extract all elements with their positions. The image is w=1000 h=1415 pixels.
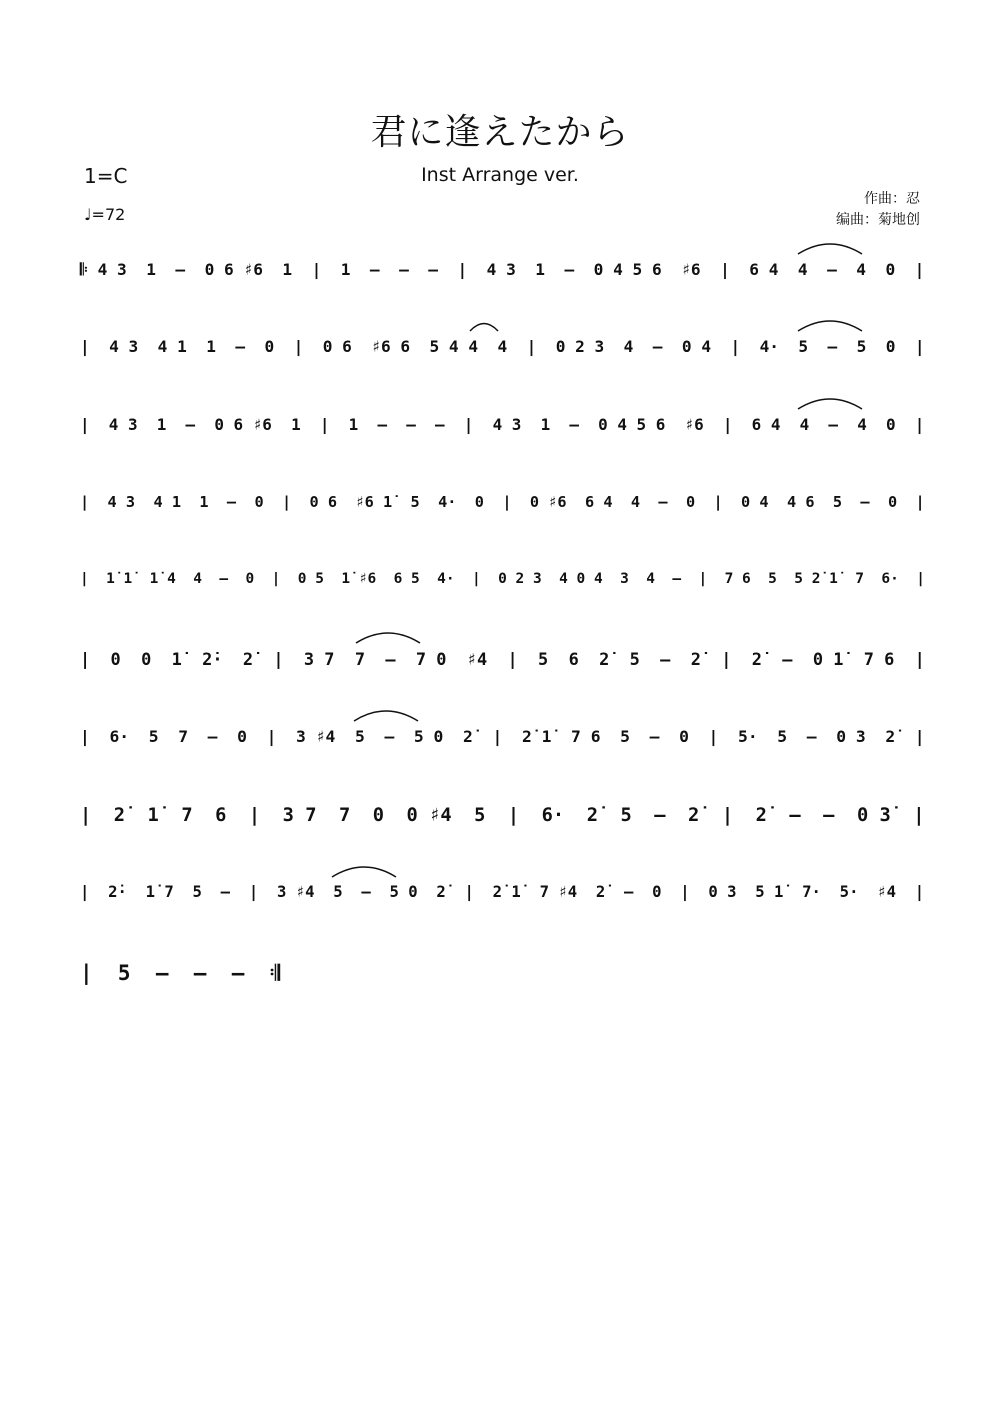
slur (798, 399, 862, 409)
row-notes: | 6· 5 7 – 0 | 3 ♯4 5 – 5 0 2̇ | 2̇ 1̇ 7 6 5 – 0 | 5· 5 – 0 3 2̇ | (80, 727, 925, 746)
row-notes: | 4 3 4 1 1 – 0 | 0 6 ♯6 1̇ 5 4· 0 | 0 ♯6 6 4 4 – 0 | 0 4 4 6 5 – 0 | (80, 493, 925, 511)
key-signature: 1=C (84, 164, 128, 188)
row-notes: | 2̇ 1̇ 7 6 | 3 7 7 0 0 ♯4 5 | 6· 2̇ 5 – 2̇ | 2̇ – – 0 3̇ | (80, 805, 925, 826)
row-notes: | 4 3 4 1 1 – 0 | 0 6 ♯6 6 5 4 4 4 | 0 2 3 4 – 0 4 | 4· 5 – 5 0 | (80, 337, 925, 356)
row-notes: | 0 0 1̇ 2̇· 2̇ | 3 7 7 – 7 0 ♯4 | 5 6 2̇ 5 – 2̇ | 2̇ – 0 1̇ 7 6 | (80, 649, 925, 669)
row-notes: | 5 – – – 𝄇 (80, 961, 280, 985)
slur (798, 244, 862, 254)
composer-credit: 作曲：忍 (864, 191, 920, 207)
slur (470, 324, 498, 332)
row-notes: | 1̇ 1̇ 1̇ 4 4 – 0 | 0 5 1̇ ♯6 6 5 4· | 0 2 3 4 0 4 3 4 – | 7 6 5 5 2̇ 1̇ 7 6· | (80, 571, 925, 587)
slur (332, 867, 396, 877)
row-notes: | 4 3 1 – 0 6 ♯6 1 | 1 – – – | 4 3 1 – 0 4 5 6 ♯6 | 6 4 4 – 4 0 | (80, 415, 925, 434)
row-notes: 𝄆 4 3 1 – 0 6 ♯6 1 | 1 – – – | 4 3 1 – 0 4 5 6 ♯6 | 6 4 4 – 4 0 | (80, 260, 925, 279)
slur (356, 633, 420, 643)
row-notes: | 2̇· 1̇ 7 5 – | 3 ♯4 5 – 5 0 2̇ | 2̇ 1̇ 7 ♯4 2̇ – 0 | 0 3 5 1̇ 7· 5· ♯4 | (80, 883, 925, 901)
score-title: 君に逢えたから (370, 112, 630, 153)
slur (354, 711, 418, 721)
score-subtitle: Inst Arrange ver. (421, 164, 579, 186)
slur (798, 321, 862, 331)
tempo-marking: ♩=72 (84, 205, 126, 224)
arranger-credit: 编曲：菊地创 (836, 212, 920, 228)
